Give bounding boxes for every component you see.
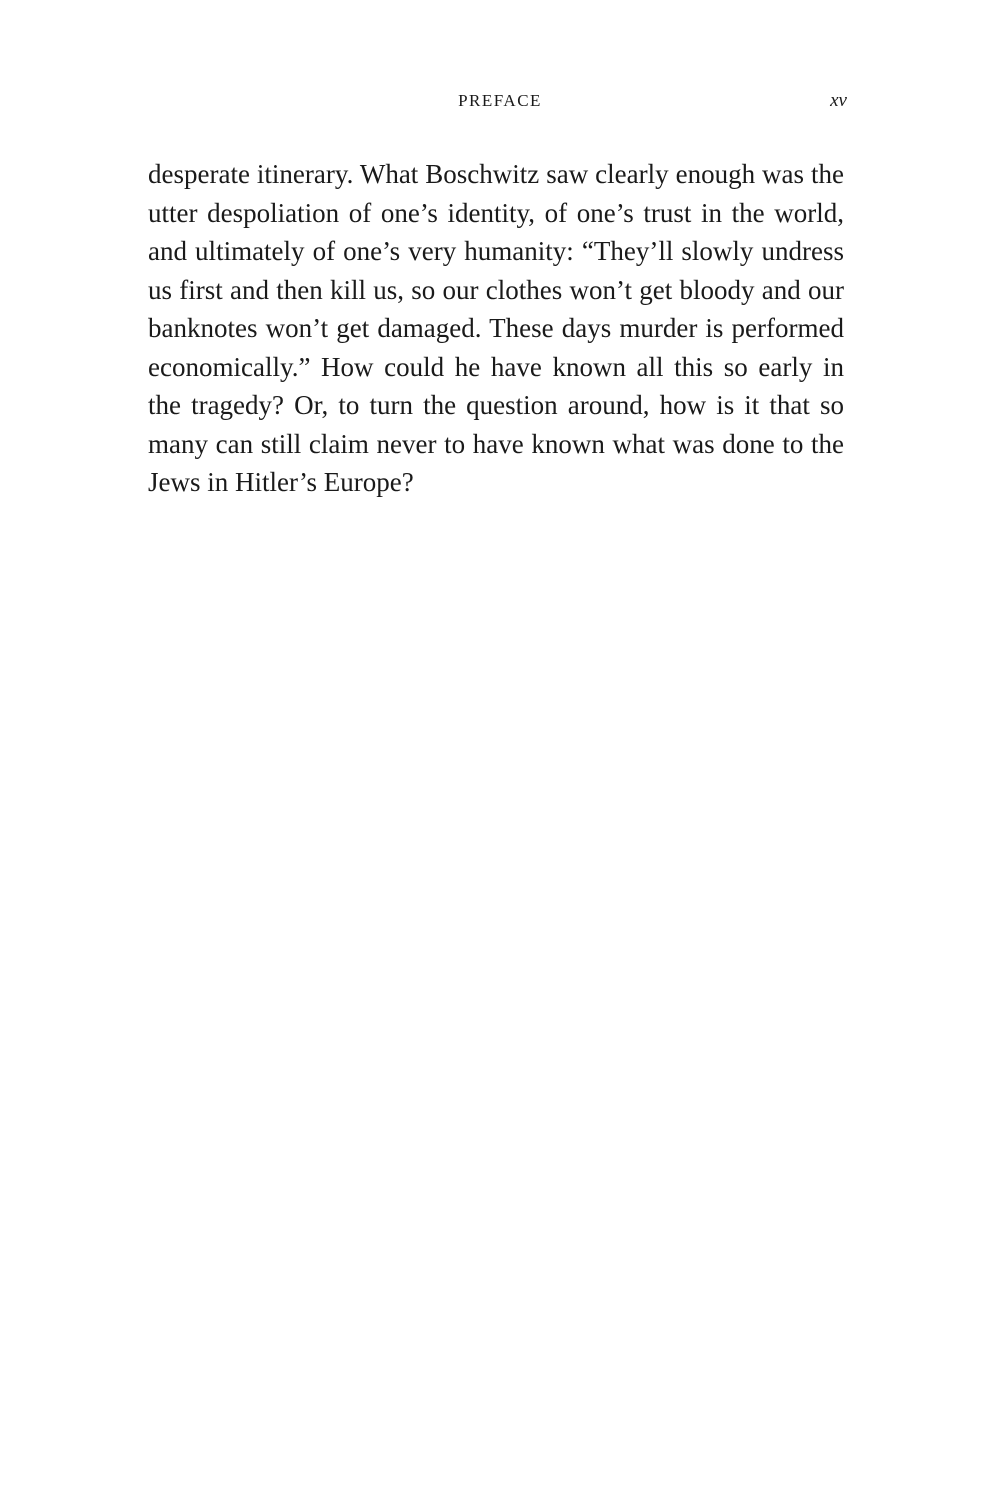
page-number: xv	[830, 90, 847, 111]
running-title: PREFACE	[458, 91, 542, 110]
running-head	[0, 88, 1000, 114]
body-paragraph: desperate itinerary. What Boschwitz saw clearly enough was the utter despoliation of one’s identity, of one’s trust in the world, and ultimately of one’s very humanity: “They’ll slowly undress us first and then kill us, so our clothes won’t get bloody and our banknotes won’t get damaged. These days murder is performed economically.” How could he have known all this so early in the tragedy? Or, to turn the question around, how is it that so many can still claim never to have known what was done to the Jews in Hitler’s Europe?	[148, 159, 844, 497]
